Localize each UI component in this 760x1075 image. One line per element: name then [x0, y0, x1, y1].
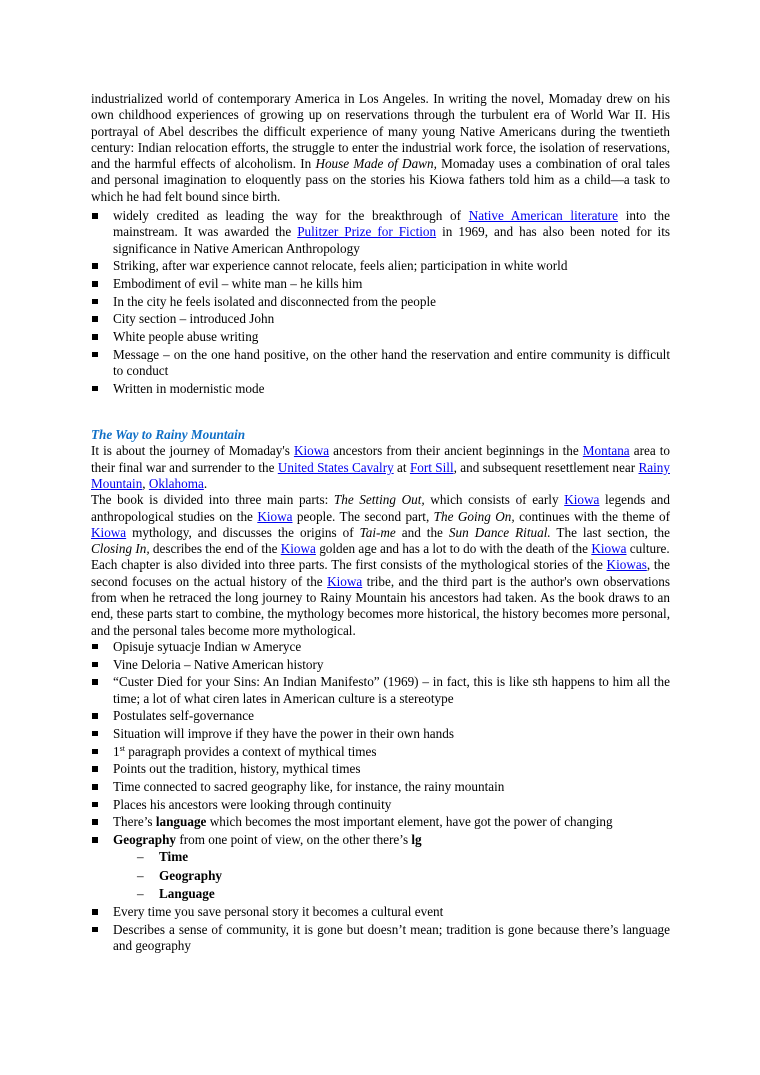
section-heading: The Way to Rainy Mountain [91, 427, 246, 443]
text: which becomes the most important element, have got the power of changing [206, 814, 613, 830]
text: , [142, 475, 149, 491]
list-item: Striking, after war experience cannot relocate, feels alien; participation in white world [91, 258, 670, 274]
text: There’s [113, 814, 156, 830]
kiowa-link[interactable]: Kiowa [564, 492, 600, 508]
text: area to their final war and surrender to the [91, 443, 671, 475]
text: describes the end of the [149, 541, 281, 557]
oklahoma-link[interactable]: Oklahoma [148, 475, 204, 491]
list-item [91, 814, 670, 830]
text: Each chapter is also divided into three parts. The first consists of the mythological stories of the [91, 557, 607, 573]
native-american-literature-link[interactable]: Native American literature [468, 208, 619, 224]
text: mythology, and discusses the origins of [126, 524, 360, 540]
part-title: Closing In, [91, 541, 150, 557]
list-item: Opisuje sytuacje Indian w Ameryce [91, 639, 670, 655]
text: people. The second part, [292, 508, 434, 524]
text: in 1969, and has also been noted for its significance in Native American Anthropology [113, 224, 670, 256]
list-item: “Custer Died for your Sins: An Indian Manifesto” (1969) – in fact, this is like sth happens to him all the time; a lot of what ciren lates in American culture is a stereotype [91, 674, 670, 707]
list-item [91, 832, 670, 902]
text: , and subsequent resettlement near [453, 459, 639, 475]
text: paragraph provides a context of mythical times [124, 743, 377, 759]
bold-term: Geography [113, 832, 177, 848]
rainy-paragraph-2 [91, 492, 670, 557]
kiowa-link[interactable]: Kiowa [280, 541, 316, 557]
sub-list-item: – Language [113, 886, 670, 902]
ordinal-suffix: st [119, 743, 125, 753]
rainy-paragraph-1 [91, 443, 670, 492]
text: It is about the journey of Momaday's [91, 443, 294, 459]
sub-list [113, 849, 670, 902]
part-title: The Setting Out, [333, 492, 425, 508]
text: , the second focuses on the actual history of the [91, 557, 670, 589]
text: culture. [626, 541, 670, 557]
list-item: Embodiment of evil – white man – he kills him [91, 276, 670, 292]
text: legends and anthropological studies on the [91, 492, 670, 524]
part-title: The Going On, [433, 508, 515, 524]
sub-list-item: – Time [113, 849, 670, 865]
text: industrialized world of contemporary America in Los Angeles. In writing the novel, Momaday drew on his own childhood experiences of growing up on reservations through the turbulent era of World War II. His portrayal of Abel describes the difficult experience of many young Native Americans during the twentieth century: Indian relocation efforts, the struggle to enter the industrial work force, the isolation of reservations, and the harmful effects of alcoholism. In [91, 91, 670, 172]
text: continues with the theme of [514, 508, 670, 524]
rainy-mountain-link[interactable]: Rainy Mountain [91, 459, 670, 491]
list-item [91, 208, 670, 257]
text: from one point of view, on the other there’s [176, 832, 412, 848]
list-item: White people abuse writing [91, 329, 670, 345]
list-item: City section – introduced John [91, 311, 670, 327]
text: golden age and has a lot to do with the death of the [315, 541, 592, 557]
list-item: Situation will improve if they have the power in their own hands [91, 726, 670, 742]
kiowa-link[interactable]: Kiowa [293, 443, 330, 459]
pulitzer-prize-link[interactable]: Pulitzer Prize for Fiction [297, 224, 437, 240]
rainy-mountain-notes [91, 639, 670, 955]
list-item: Vine Deloria – Native American history [91, 657, 670, 673]
list-item: In the city he feels isolated and disconnected from the people [91, 294, 670, 310]
text: tribe, and the third part is the author's own observations from when he retraced the long journey to Rainy Mountain his ancestors had taken. As the book draws to an end, these parts start to combine, the mythology becomes more historical, the history becomes more personal, and the personal tales become more mythological. [91, 573, 671, 638]
montana-link[interactable]: Montana [582, 443, 630, 459]
text: into the mainstream. It was awarded the [113, 208, 670, 240]
text: and the [395, 524, 449, 540]
text: . [203, 475, 208, 491]
text: ancestors from their ancient beginnings in the [329, 443, 583, 459]
list-item: Time connected to sacred geography like, for instance, the rainy mountain [91, 779, 670, 795]
list-item: Written in modernistic mode [91, 381, 670, 397]
italic-term: Tai-me [359, 524, 396, 540]
list-item: Points out the tradition, history, mythical times [91, 761, 670, 777]
book-title: House Made of Dawn, [315, 156, 437, 172]
text: Momaday uses a combination of oral tales and personal imagination to eloquently pass on the stories his Kiowa fathers told him as a child—a task to which he had felt bound since birth. [91, 156, 670, 204]
us-cavalry-link[interactable]: United States Cavalry [277, 459, 394, 475]
kiowa-link[interactable]: Kiowa [257, 508, 293, 524]
kiowa-link[interactable]: Kiowa [591, 541, 627, 557]
rainy-paragraph-3 [91, 557, 670, 638]
list-item: Describes a sense of community, it is gone but doesn’t mean; tradition is gone because there’s language and geography [91, 922, 670, 955]
fort-sill-link[interactable]: Fort Sill [409, 459, 454, 475]
house-made-of-dawn-notes [91, 208, 670, 397]
list-item: Postulates self-governance [91, 708, 670, 724]
list-item: Places his ancestors were looking through continuity [91, 797, 670, 813]
bold-term: lg [411, 832, 422, 848]
list-item: Every time you save personal story it becomes a cultural event [91, 904, 670, 920]
bold-term: language [155, 814, 207, 830]
list-item: Message – on the one hand positive, on the other hand the reservation and entire community is difficult to conduct [91, 347, 670, 380]
kiowa-link[interactable]: Kiowa [91, 524, 127, 540]
text: The last section, the [550, 524, 670, 540]
intro-paragraph [91, 91, 670, 205]
list-item [91, 744, 670, 760]
kiowa-link[interactable]: Kiowa [327, 573, 363, 589]
text: at [393, 459, 410, 475]
text: 1 [113, 743, 120, 759]
text: The book is divided into three main parts: [91, 492, 334, 508]
italic-term: Sun Dance Ritual. [448, 524, 551, 540]
text: widely credited as leading the way for the breakthrough of [113, 208, 469, 224]
sub-list-item: – Geography [113, 868, 670, 884]
document-page [91, 91, 670, 956]
kiowas-link[interactable]: Kiowas [606, 557, 647, 573]
text: which consists of early [424, 492, 565, 508]
